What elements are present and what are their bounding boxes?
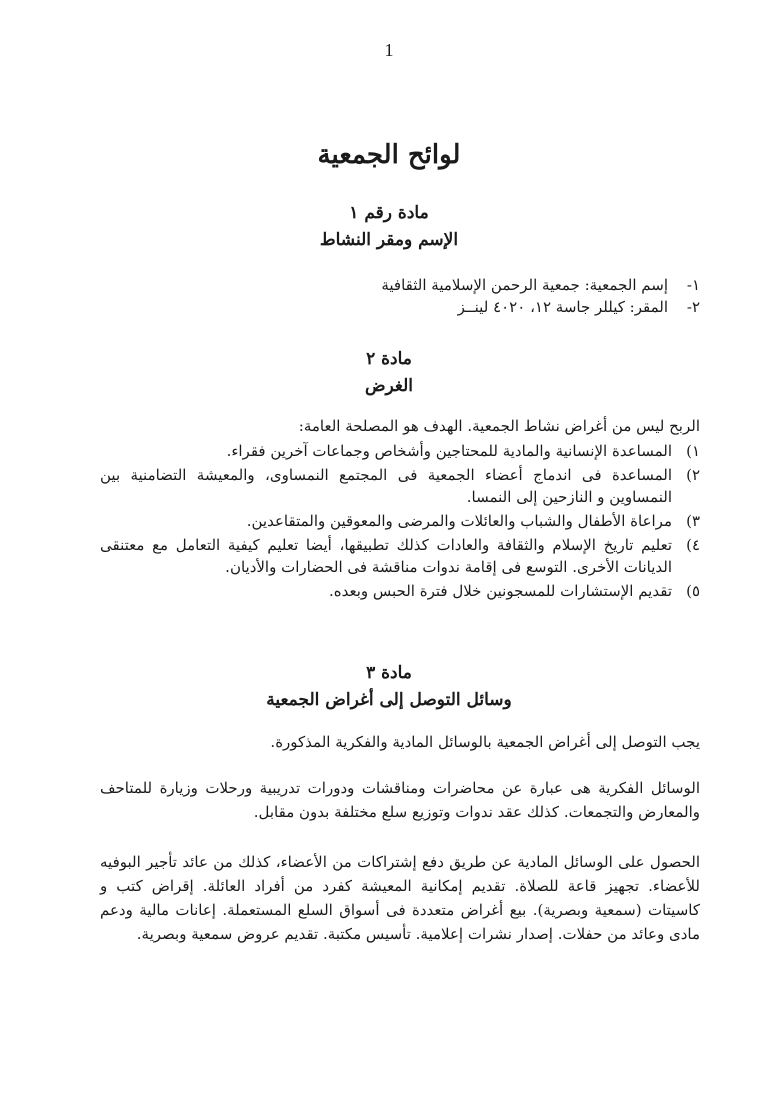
article-3-heading	[0, 660, 778, 714]
article-2-number: مادة ٢	[366, 349, 412, 369]
list-item	[260, 296, 700, 318]
list-item-text: المساعدة الإنسانية والمادية للمحتاجين وأشخاص وجماعات آخرين فقراء.	[226, 442, 672, 460]
article-1-number: مادة رقم ١	[349, 203, 429, 223]
list-item-text: مراعاة الأطفال والشباب والعائلات والمرضى والمعوقين والمتقاعدين.	[246, 512, 672, 530]
list-item-text: المساعدة فى اندماج أعضاء الجمعية فى المجتمع النمساوى، والمعيشة التضامنية بين النمساوين و النازحين إلى النمسا.	[100, 466, 672, 506]
article-1-title: الإسم ومقر النشاط	[319, 230, 459, 250]
article-2-list	[100, 440, 700, 604]
list-item-text: المقر: كيللر جاسة ١٢، ٤٠٢٠ لينــز	[457, 298, 668, 316]
list-item	[100, 464, 700, 508]
list-item-number: ٤)	[686, 536, 700, 554]
article-2-intro: الربح ليس من أغراض نشاط الجمعية. الهدف هو المصلحة العامة:	[298, 417, 700, 435]
article-1-heading	[0, 200, 778, 254]
article-3-paragraph-2: الوسائل الفكرية هى عبارة عن محاضرات ومناقشات ودورات تدريبية ورحلات وزيارة للمتاحف والمعارض والتجمعات. كذلك عقد ندوات وتوزيع سلع مختلفة بدون مقابل.	[100, 779, 700, 821]
page-number: 1	[384, 40, 394, 60]
list-item-text: إسم الجمعية: جمعية الرحمن الإسلامية الثقافية	[381, 276, 668, 294]
article-3-title: وسائل التوصل إلى أغراض الجمعية	[266, 690, 512, 710]
list-item-text: تعليم تاريخ الإسلام والثقافة والعادات كذلك تطبيقها، أيضا تعليم كيفية التعامل مع معتنقى الديانات الأخرى. التوسع فى إقامة ندوات مناقشة فى الحضارات والأديان.	[100, 536, 672, 576]
list-item-number: ٢-	[686, 298, 700, 316]
article-2-title: الغرض	[364, 376, 414, 396]
list-item	[100, 580, 700, 602]
document-title: لوائح الجمعية	[317, 140, 461, 170]
list-item-number: ٥)	[686, 582, 700, 600]
list-item	[100, 510, 700, 532]
article-3-paragraph-1: يجب التوصل إلى أغراض الجمعية بالوسائل المادية والفكرية المذكورة.	[270, 733, 700, 751]
list-item-number: ١)	[686, 442, 700, 460]
list-item-number: ٣)	[686, 512, 700, 530]
list-item	[100, 440, 700, 462]
list-item	[260, 274, 700, 296]
article-3-paragraph-3: الحصول على الوسائل المادية عن طريق دفع إشتراكات من الأعضاء، كذلك من عائد تأجير البوفيه للأعضاء. تجهيز قاعة للصلاة. تقديم إمكانية المعيشة كفرد من أفراد العائلة. إقراض كتب و كاسيتات (سمعية وبصرية). بيع أغراض متعددة فى أسواق السلع المستعملة. إعانات مالية ودعم مادى وعائد من حفلات. إصدار نشرات إعلامية. تأسيس مكتبة. تقديم عروض سمعية وبصرية.	[100, 853, 700, 943]
list-item	[100, 534, 700, 578]
list-item-number: ١-	[686, 276, 700, 294]
list-item-number: ٢)	[686, 466, 700, 484]
article-3-number: مادة ٣	[366, 663, 412, 683]
list-item-text: تقديم الإستشارات للمسجونين خلال فترة الحبس وبعده.	[328, 582, 672, 600]
article-1-list	[260, 274, 700, 318]
article-2-heading	[0, 346, 778, 400]
